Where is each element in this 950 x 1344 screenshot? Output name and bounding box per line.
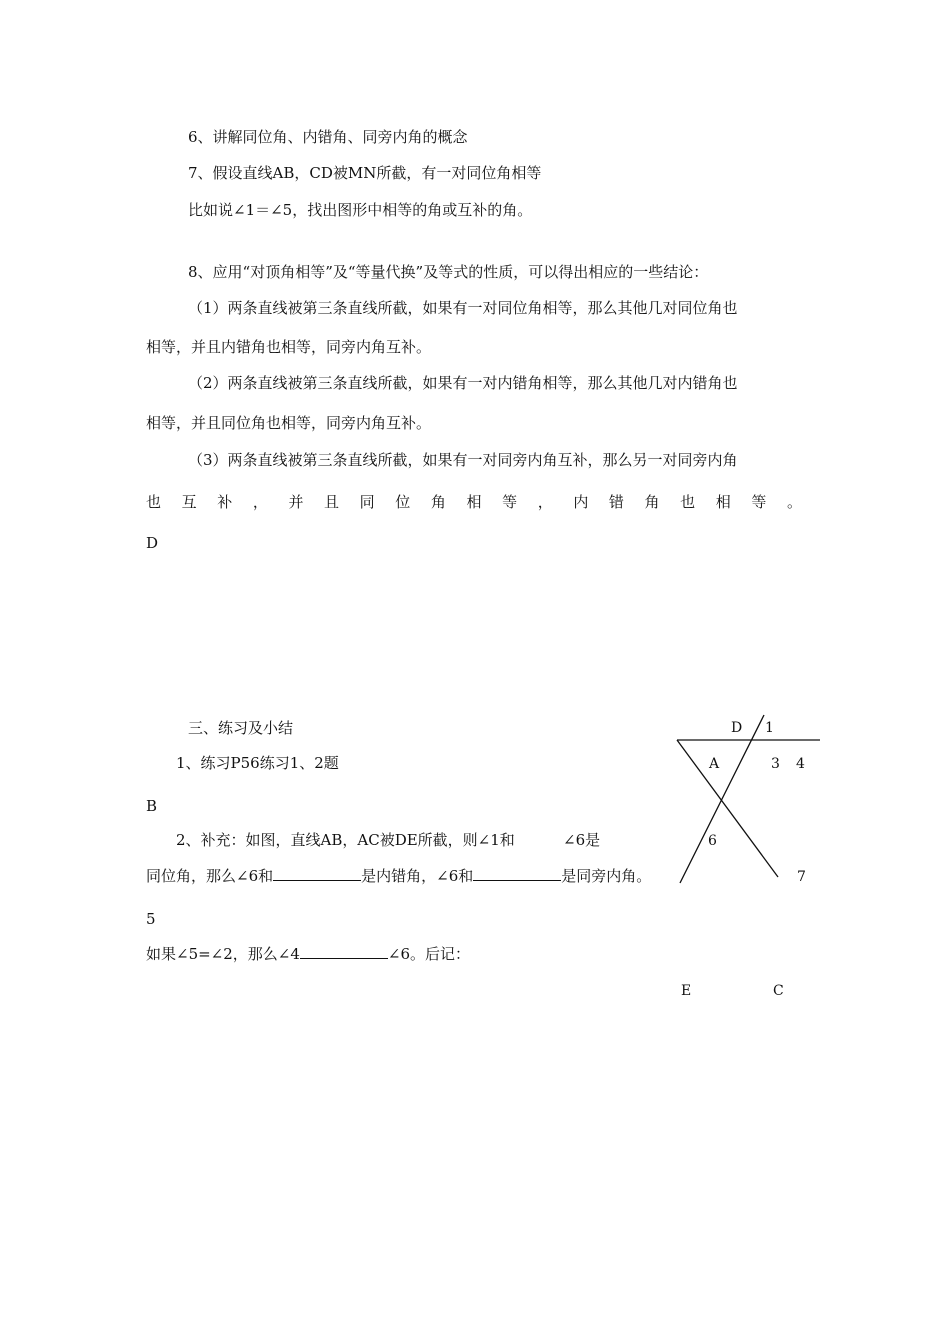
- justified-char: 也: [680, 493, 696, 511]
- justified-char: 相: [466, 493, 482, 511]
- conclusion-1-line-1: （1）两条直线被第三条直线所截，如果有一对同位角相等，那么其他几对同位角也: [188, 299, 738, 317]
- justified-char: 同: [359, 493, 375, 511]
- figure-label-4: 4: [796, 756, 805, 772]
- item-7-example-text: 比如说∠1＝∠5，找出图形中相等的角或互补的角。: [188, 201, 533, 219]
- justified-char: 错: [608, 493, 624, 511]
- stray-label-5: 5: [146, 910, 156, 928]
- justified-char: 。: [786, 493, 802, 511]
- item-8-text: 8、应用“对顶角相等”及“等量代换”及等式的性质，可以得出相应的一些结论：: [188, 263, 709, 281]
- figure-label-7: 7: [797, 869, 806, 885]
- stray-label-d: D: [146, 534, 159, 552]
- conclusion-2-line-2: 相等，并且同位角也相等，同旁内角互补。: [146, 414, 432, 432]
- exercise-3-text-a: 如果∠5=∠2，那么∠4: [146, 945, 300, 963]
- justified-char: 也: [146, 493, 162, 511]
- exercise-2-line-2-b: 是内错角，∠6和: [361, 867, 474, 885]
- justified-char: 且: [324, 493, 340, 511]
- conclusion-1-line-2: 相等，并且内错角也相等，同旁内角互补。: [146, 338, 432, 356]
- conclusion-2-line-1: （2）两条直线被第三条直线所截，如果有一对内错角相等，那么其他几对内错角也: [188, 374, 738, 392]
- item-6-text: 6、讲解同位角、内错角、同旁内角的概念: [188, 128, 468, 146]
- figure-label-a: A: [709, 756, 720, 772]
- exercise-1-text: 1、练习P56练习1、2题: [176, 754, 339, 772]
- figure-label-d: D: [731, 720, 743, 736]
- justified-char: 位: [395, 493, 411, 511]
- justified-char: 角: [644, 493, 660, 511]
- item-7-text: 7、假设直线AB，CD被MN所截，有一对同位角相等: [188, 164, 542, 182]
- exercise-2-line-2-c: 是同旁内角。: [561, 867, 652, 885]
- justified-char: 角: [430, 493, 446, 511]
- section-3-heading: 三、练习及小结: [188, 719, 294, 737]
- exercise-3-text-b: ∠6。后记：: [387, 945, 471, 963]
- justified-char: ，: [537, 493, 553, 511]
- justified-char: 互: [181, 493, 197, 511]
- justified-char: 相: [715, 493, 731, 511]
- exercise-2-line-2-a: 同位角，那么∠6和: [146, 867, 274, 885]
- exercise-2-text-a: 2、补充：如图，直线AB，AC被DE所截，则∠1和: [176, 831, 515, 849]
- justified-char: 等: [751, 493, 767, 511]
- figure-label-e: E: [681, 983, 692, 999]
- justified-char: 补: [217, 493, 233, 511]
- justified-char: ，: [252, 493, 268, 511]
- justified-char: 并: [288, 493, 304, 511]
- figure-label-1: 1: [765, 720, 774, 736]
- exercise-2-text-b: ∠6是: [563, 831, 601, 849]
- justified-char: 内: [573, 493, 589, 511]
- figure-label-3: 3: [771, 756, 780, 772]
- figure-label-6: 6: [708, 833, 717, 849]
- figure-label-c: C: [773, 983, 784, 999]
- line-left-diagonal: [677, 740, 778, 877]
- conclusion-3-line-1: （3）两条直线被第三条直线所截，如果有一对同旁内角互补，那么另一对同旁内角: [188, 451, 738, 469]
- stray-label-b: B: [146, 797, 158, 815]
- justified-char: 等: [502, 493, 518, 511]
